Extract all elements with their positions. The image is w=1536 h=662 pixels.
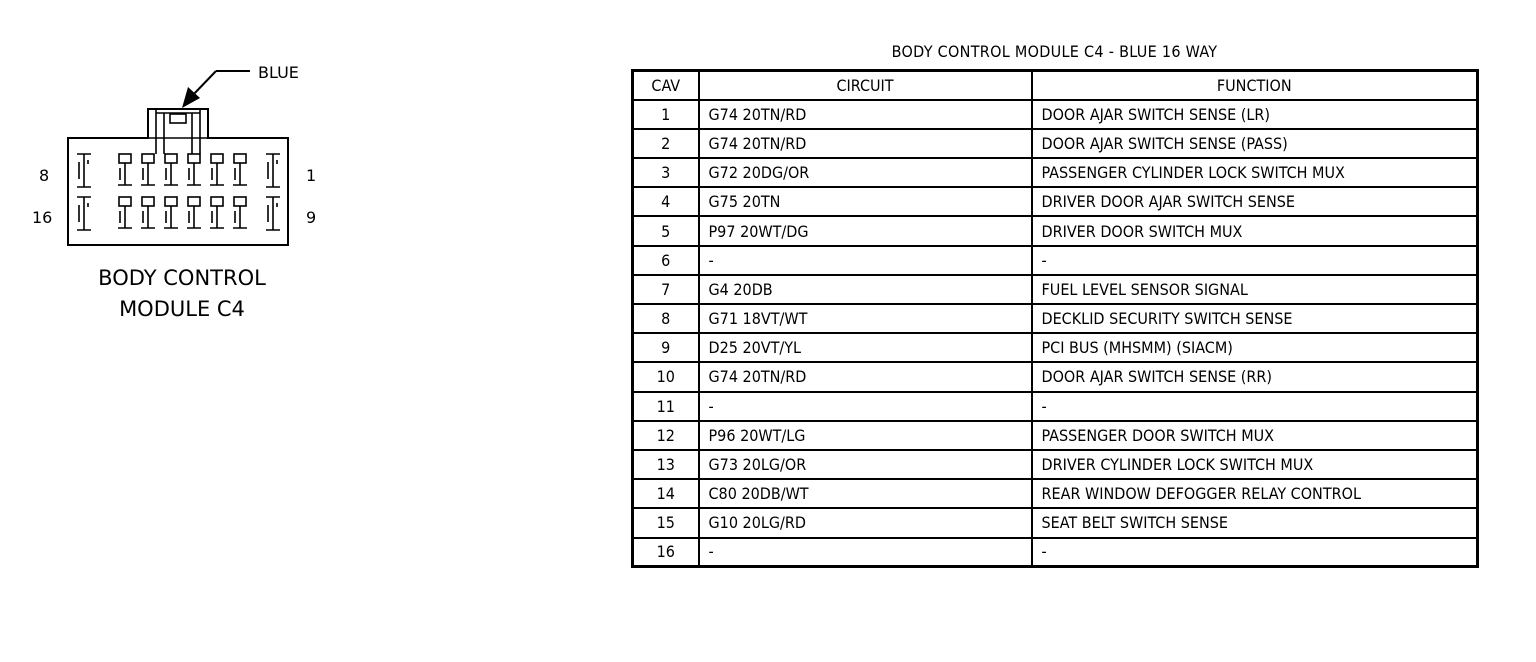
function-cell: PASSENGER DOOR SWITCH MUX (1032, 421, 1478, 450)
connector-diagram (20, 50, 340, 340)
color-label: BLUE (258, 63, 299, 82)
pin-label-1: 1 (306, 166, 317, 185)
module-label-line1: BODY CONTROL (98, 266, 266, 290)
circuit-cell: - (699, 538, 1032, 567)
cav-cell: 11 (633, 392, 699, 421)
cavity-terminal-8 (266, 154, 280, 187)
module-label-line2: MODULE C4 (119, 297, 245, 321)
cav-cell: 5 (633, 216, 699, 245)
cavity-terminal-13 (187, 197, 201, 228)
table-row (633, 479, 1478, 508)
table-row (633, 304, 1478, 333)
circuit-cell: - (699, 246, 1032, 275)
cavity-terminal-14 (210, 197, 224, 228)
function-cell: DOOR AJAR SWITCH SENSE (RR) (1032, 362, 1478, 391)
table-row (633, 158, 1478, 187)
table-row (633, 362, 1478, 391)
circuit-cell: G4 20DB (699, 275, 1032, 304)
connector-latch (148, 109, 208, 154)
function-cell: FUEL LEVEL SENSOR SIGNAL (1032, 275, 1478, 304)
circuit-cell: G74 20TN/RD (699, 100, 1032, 129)
cav-cell: 8 (633, 304, 699, 333)
cav-cell: 3 (633, 158, 699, 187)
table-row (633, 392, 1478, 421)
cavity-terminal-12 (164, 197, 178, 228)
cavity-terminal-7 (233, 154, 247, 185)
function-cell: DRIVER CYLINDER LOCK SWITCH MUX (1032, 450, 1478, 479)
circuit-cell: P97 20WT/DG (699, 216, 1032, 245)
header-function: FUNCTION (1032, 71, 1478, 100)
pin-label-9: 9 (306, 208, 317, 227)
cav-cell: 2 (633, 129, 699, 158)
cav-cell: 16 (633, 538, 699, 567)
function-cell: PCI BUS (MHSMM) (SIACM) (1032, 333, 1478, 362)
circuit-cell: - (699, 392, 1032, 421)
table-row (633, 100, 1478, 129)
cav-cell: 15 (633, 508, 699, 537)
cav-cell: 9 (633, 333, 699, 362)
function-cell: DOOR AJAR SWITCH SENSE (LR) (1032, 100, 1478, 129)
table-row (633, 187, 1478, 216)
function-cell: - (1032, 538, 1478, 567)
circuit-cell: G75 20TN (699, 187, 1032, 216)
table-row (633, 275, 1478, 304)
circuit-cell: G74 20TN/RD (699, 129, 1032, 158)
function-cell: - (1032, 392, 1478, 421)
function-cell: DRIVER DOOR AJAR SWITCH SENSE (1032, 187, 1478, 216)
cav-cell: 4 (633, 187, 699, 216)
table-header-row (633, 71, 1478, 100)
circuit-cell: G71 18VT/WT (699, 304, 1032, 333)
table-row (633, 538, 1478, 567)
connector-housing (68, 109, 288, 245)
cavity-terminal-2 (118, 154, 132, 185)
function-cell: - (1032, 246, 1478, 275)
header-circuit: CIRCUIT (699, 71, 1032, 100)
function-cell: DRIVER DOOR SWITCH MUX (1032, 216, 1478, 245)
circuit-cell: C80 20DB/WT (699, 479, 1032, 508)
cavity-terminal-3 (141, 154, 155, 185)
cavity-terminal-10 (118, 197, 132, 228)
cav-cell: 14 (633, 479, 699, 508)
cav-cell: 1 (633, 100, 699, 129)
cavity-terminal-11 (141, 197, 155, 228)
circuit-cell: G72 20DG/OR (699, 158, 1032, 187)
cav-cell: 13 (633, 450, 699, 479)
header-cav: CAV (633, 71, 699, 100)
cavity-terminal-9 (77, 197, 91, 230)
table-row (633, 246, 1478, 275)
cavity-terminal-16 (266, 197, 280, 230)
cavity-terminal-1 (77, 154, 91, 187)
pin-label-16: 16 (32, 208, 53, 227)
table-row (633, 129, 1478, 158)
circuit-cell: G10 20LG/RD (699, 508, 1032, 537)
function-cell: DECKLID SECURITY SWITCH SENSE (1032, 304, 1478, 333)
function-cell: REAR WINDOW DEFOGGER RELAY CONTROL (1032, 479, 1478, 508)
function-cell: PASSENGER CYLINDER LOCK SWITCH MUX (1032, 158, 1478, 187)
function-cell: DOOR AJAR SWITCH SENSE (PASS) (1032, 129, 1478, 158)
cav-cell: 6 (633, 246, 699, 275)
table-row (633, 450, 1478, 479)
circuit-cell: D25 20VT/YL (699, 333, 1032, 362)
circuit-cell: G73 20LG/OR (699, 450, 1032, 479)
table-title: BODY CONTROL MODULE C4 - BLUE 16 WAY (891, 42, 1218, 61)
callout-arrow-shaft (192, 71, 216, 96)
table-row (633, 421, 1478, 450)
table-row (633, 508, 1478, 537)
pinout-table (631, 69, 1479, 568)
cavity-terminal-4 (164, 154, 178, 185)
cavity-terminal-5 (187, 154, 201, 185)
cav-cell: 10 (633, 362, 699, 391)
cav-cell: 7 (633, 275, 699, 304)
table-row (633, 216, 1478, 245)
circuit-cell: P96 20WT/LG (699, 421, 1032, 450)
cavity-terminal-6 (210, 154, 224, 185)
function-cell: SEAT BELT SWITCH SENSE (1032, 508, 1478, 537)
connector-cavities (77, 154, 280, 230)
table-row (633, 333, 1478, 362)
cavity-terminal-15 (233, 197, 247, 228)
circuit-cell: G74 20TN/RD (699, 362, 1032, 391)
pin-label-8: 8 (39, 166, 50, 185)
cav-cell: 12 (633, 421, 699, 450)
